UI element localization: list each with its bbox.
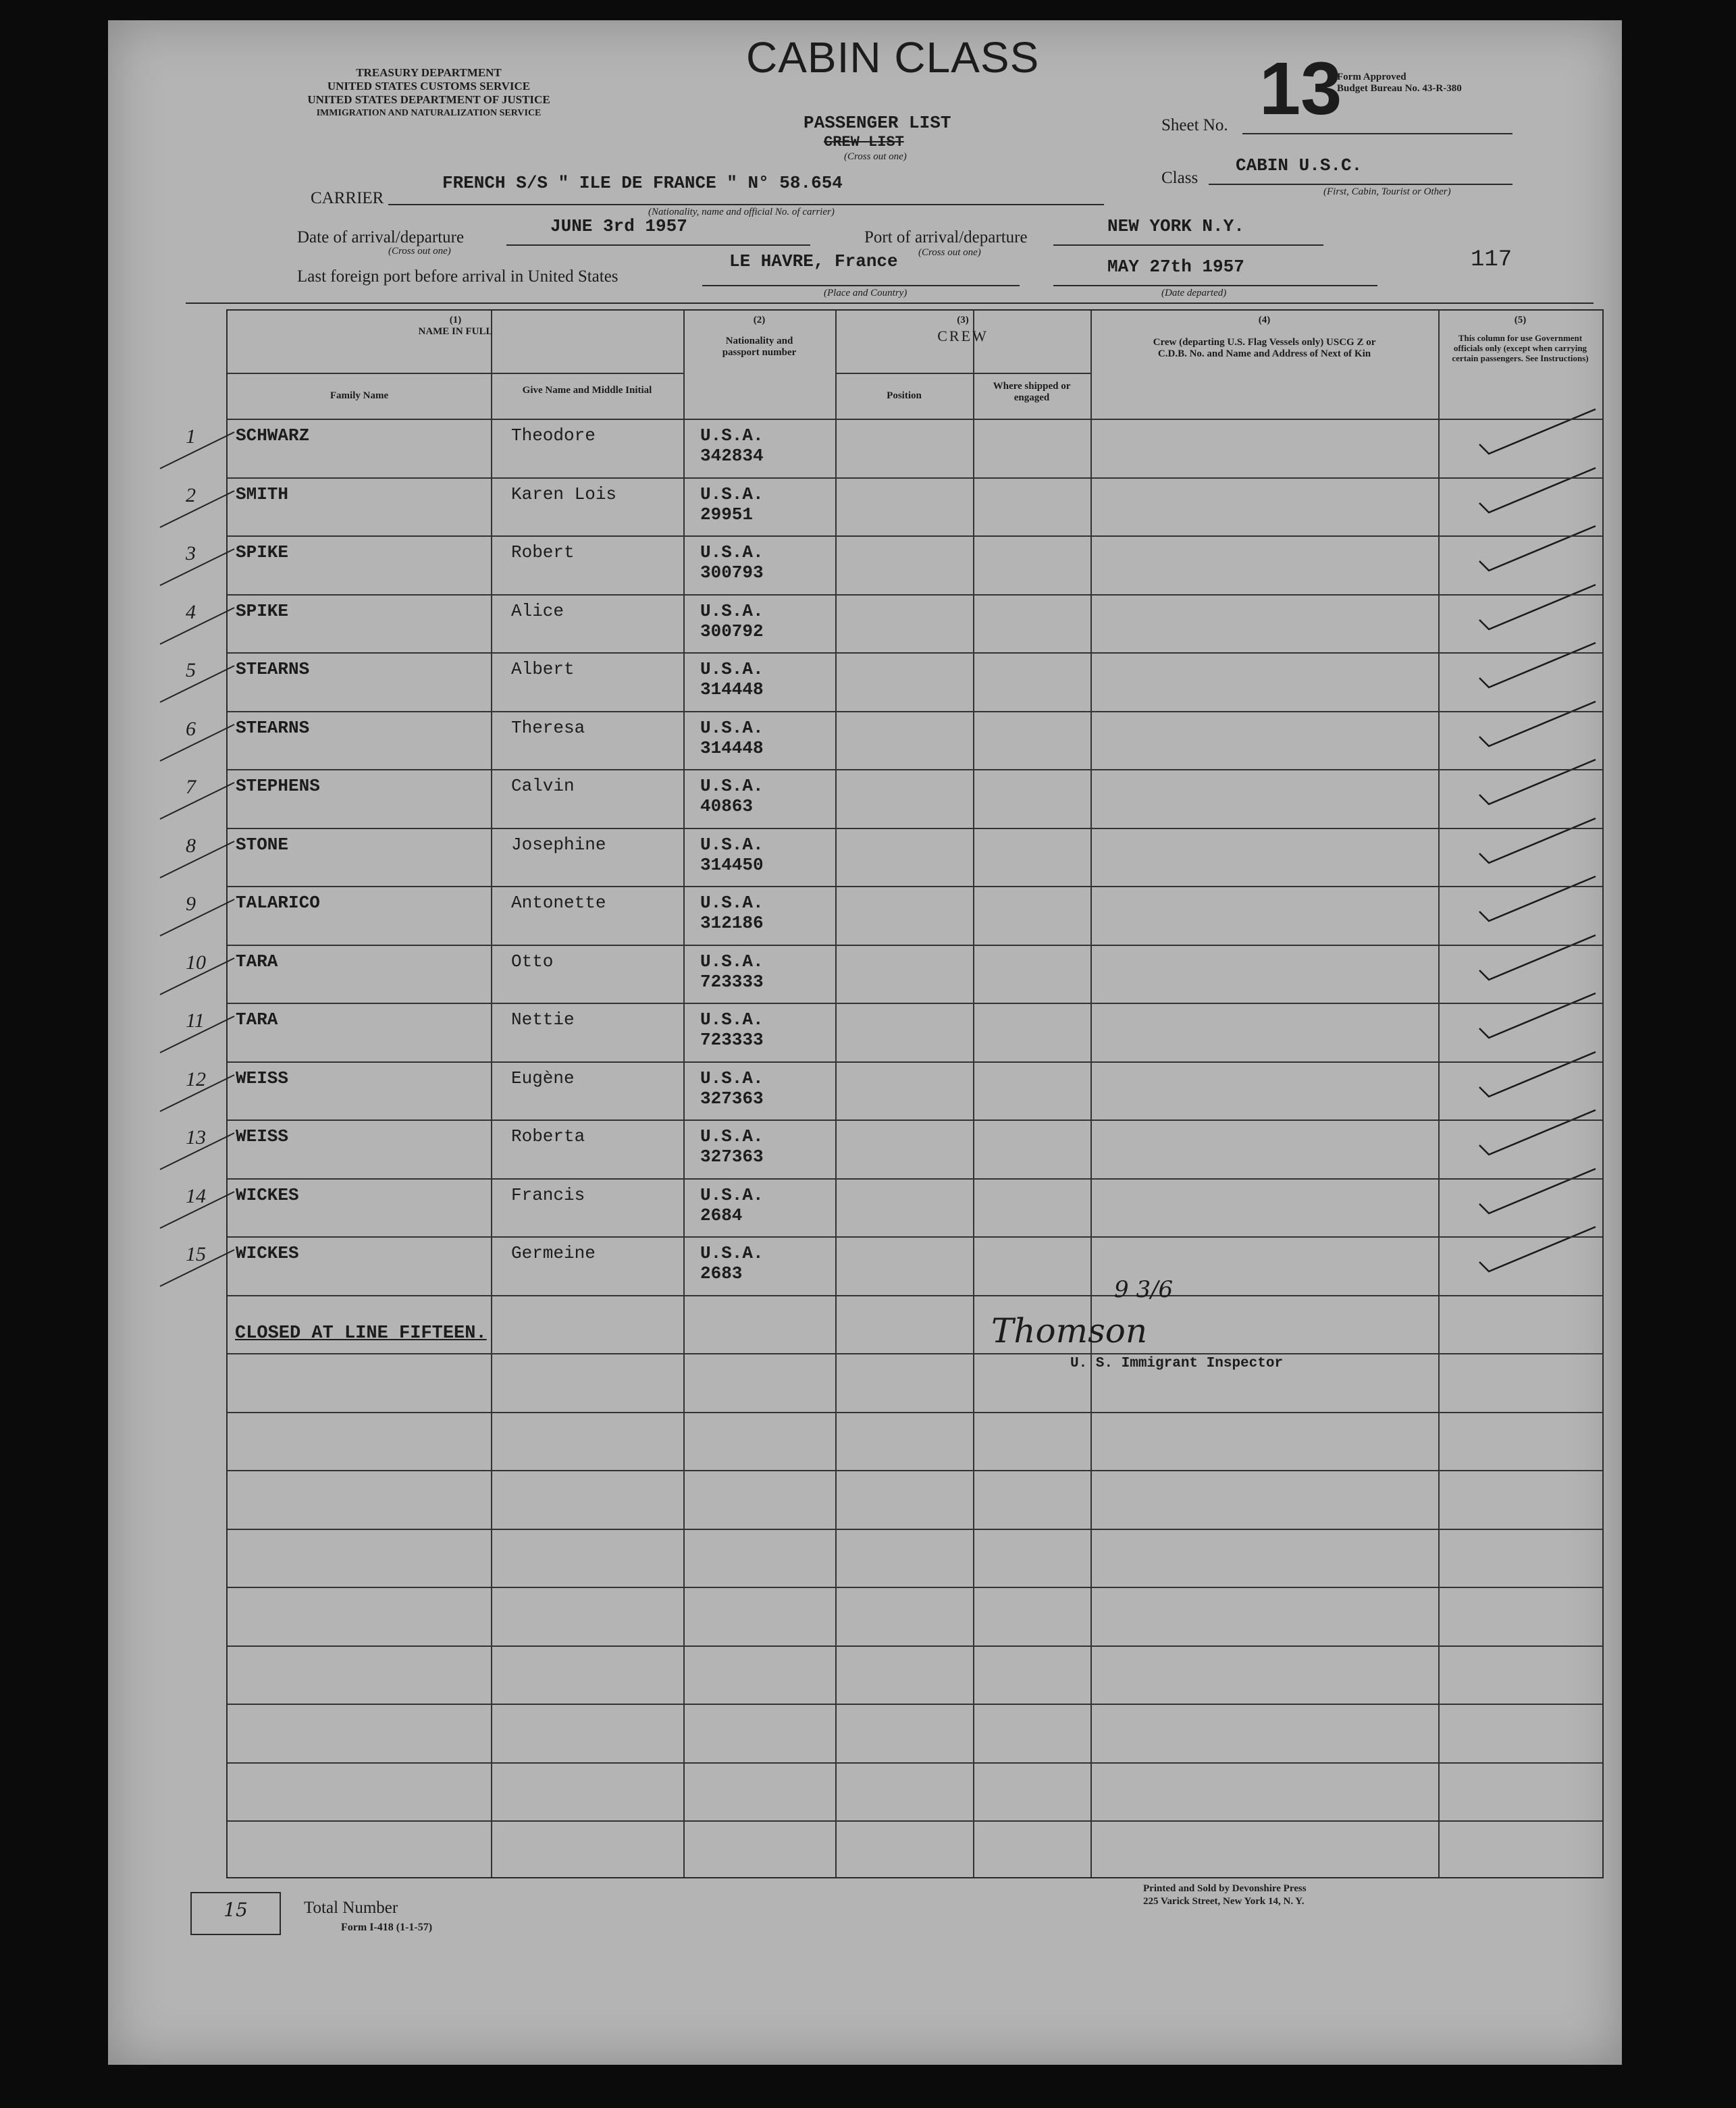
nationality: U.S.A.: [700, 659, 764, 679]
given-name: Antonette: [511, 893, 606, 913]
last-port-note: (Place and Country): [824, 288, 908, 298]
given-name: Nettie: [511, 1009, 575, 1030]
check-mark-icon: [1477, 872, 1598, 926]
passport-number: 314448: [700, 679, 764, 700]
agency-line: UNITED STATES DEPARTMENT OF JUSTICE: [307, 93, 550, 106]
table-row: [186, 886, 1602, 945]
last-port-label: Last foreign port before arrival in United States: [297, 267, 619, 286]
col3-header: [835, 315, 1090, 342]
passport-number: 327363: [700, 1088, 764, 1109]
last-port-value: LE HAVRE, France: [729, 251, 898, 271]
tally-stroke: [153, 602, 241, 650]
class-note: (First, Cabin, Tourist or Other): [1323, 186, 1451, 197]
tally-stroke: [153, 719, 241, 766]
check-mark-icon: [1477, 522, 1598, 576]
total-label: Total Number: [304, 1899, 398, 1917]
col4-num: (4): [1258, 315, 1271, 325]
passport-number: 342834: [700, 446, 764, 466]
given-name: Theodore: [511, 425, 596, 446]
row-number: 4: [186, 600, 196, 623]
given-name: Calvin: [511, 776, 575, 796]
tally-stroke: [153, 1128, 241, 1175]
agency-line: UNITED STATES CUSTOMS SERVICE: [327, 80, 531, 93]
family-name: STEARNS: [236, 717, 310, 738]
date-label: Date of arrival/departure: [297, 228, 465, 246]
nationality: U.S.A.: [700, 600, 764, 621]
col5-header: [1438, 315, 1602, 363]
check-mark-icon: [1477, 756, 1598, 810]
given-name: Robert: [511, 542, 575, 562]
agency-header: [287, 66, 571, 120]
col5-num: (5): [1514, 315, 1527, 325]
given-name: Roberta: [511, 1126, 585, 1147]
table-row: [186, 535, 1602, 594]
tally-stroke: [153, 1186, 241, 1234]
nationality: U.S.A.: [700, 1009, 764, 1030]
col4-header: [1090, 315, 1438, 360]
check-mark-icon: [1477, 1223, 1598, 1277]
form-number: Form I-418 (1-1-57): [341, 1922, 433, 1933]
passport-number: 723333: [700, 1030, 764, 1050]
col1-num: (1): [449, 315, 462, 325]
family-name: TALARICO: [236, 893, 320, 913]
given-name: Karen Lois: [511, 483, 617, 504]
table-row: [186, 594, 1602, 653]
family-name: WEISS: [236, 1068, 289, 1088]
nationality: U.S.A.: [700, 834, 764, 855]
tally-stroke: [153, 1011, 241, 1058]
printer-info: [1143, 1882, 1307, 1908]
tally-stroke: [153, 485, 241, 533]
passport-number: 300793: [700, 562, 764, 583]
tally-stroke: [153, 544, 241, 591]
passenger-table: [186, 309, 1604, 1878]
class-label: Class: [1161, 169, 1199, 187]
check-mark-icon: [1477, 697, 1598, 752]
row-number: 1: [186, 425, 196, 448]
nationality: U.S.A.: [700, 483, 764, 504]
tally-stroke: [153, 953, 241, 1000]
family-name: STEARNS: [236, 659, 310, 679]
inspector-signature: Thomson: [991, 1311, 1148, 1350]
check-mark-icon: [1477, 1106, 1598, 1160]
given-name: Eugène: [511, 1068, 575, 1088]
given-name: Theresa: [511, 717, 585, 738]
col2-header: [683, 315, 835, 359]
family-name: WEISS: [236, 1126, 289, 1147]
cross-out-note: (Cross out one): [844, 151, 907, 162]
passport-number: 2683: [700, 1263, 743, 1284]
row-number: 12: [186, 1068, 206, 1090]
nationality: U.S.A.: [700, 425, 764, 446]
check-mark-icon: [1477, 405, 1598, 459]
check-mark-icon: [1477, 464, 1598, 518]
family-name: STEPHENS: [236, 776, 320, 796]
cabin-class-stamp: CABIN CLASS: [746, 33, 1040, 82]
family-name: STONE: [236, 834, 289, 855]
row-number: 14: [186, 1184, 206, 1207]
passport-number: 327363: [700, 1147, 764, 1167]
nationality: U.S.A.: [700, 542, 764, 562]
list-title: PASSENGER LIST: [804, 113, 951, 133]
port-cross-note: (Cross out one): [918, 247, 981, 258]
family-name: TARA: [236, 951, 278, 972]
total-box: [190, 1892, 281, 1935]
crew-list-struck: CREW LIST: [824, 134, 904, 151]
inspector-initials: 9 3/6: [1114, 1276, 1174, 1303]
sheet-label: Sheet No.: [1161, 116, 1228, 134]
tally-stroke: [153, 427, 241, 474]
col1-header: [228, 315, 683, 338]
row-number: 5: [186, 659, 196, 681]
check-mark-icon: [1477, 814, 1598, 868]
family-name: WICKES: [236, 1243, 299, 1263]
departed-note: (Date departed): [1161, 288, 1227, 298]
inspector-title: U. S. Immigrant Inspector: [1070, 1356, 1284, 1371]
table-row: [186, 1178, 1602, 1237]
total-value: 15: [223, 1899, 248, 1921]
budget-bureau-text: Budget Bureau No. 43-R-380: [1337, 83, 1462, 94]
col4-title: Crew (departing U.S. Flag Vessels only) USCG Z or C.D.B. No. and Name and Address of Next of Kin: [1153, 337, 1376, 359]
col2-num: (2): [753, 315, 766, 325]
col5-title: This column for use Government officials only (except when carrying certain passengers. See Instructions): [1452, 333, 1589, 363]
where-shipped-header: Where shipped or engaged: [993, 381, 1071, 403]
carrier-note: (Nationality, name and official No. of carrier): [648, 207, 835, 217]
check-mark-icon: [1477, 639, 1598, 693]
passport-number: 300792: [700, 621, 764, 641]
passport-number: 40863: [700, 796, 754, 816]
col3-num: (3): [957, 315, 969, 325]
family-name: SCHWARZ: [236, 425, 310, 446]
given-name: Francis: [511, 1184, 585, 1205]
carrier-label: CARRIER: [311, 189, 384, 207]
row-number: 15: [186, 1243, 206, 1265]
given-name: Josephine: [511, 834, 606, 855]
table-row: [186, 1236, 1602, 1295]
family-name: SMITH: [236, 483, 289, 504]
check-mark-icon: [1477, 931, 1598, 985]
row-number: 6: [186, 717, 196, 740]
agency-line: TREASURY DEPARTMENT: [356, 66, 502, 79]
page-number: 117: [1471, 247, 1513, 273]
check-mark-icon: [1477, 1048, 1598, 1102]
nationality: U.S.A.: [700, 717, 764, 738]
col2-title: Nationality and passport number: [722, 336, 797, 358]
check-mark-icon: [1477, 1165, 1598, 1219]
table-row: [186, 652, 1602, 711]
passport-number: 312186: [700, 913, 764, 933]
row-number: 3: [186, 542, 196, 564]
nationality: U.S.A.: [700, 1126, 764, 1147]
passport-number: 314448: [700, 737, 764, 758]
family-name: WICKES: [236, 1184, 299, 1205]
row-number: 10: [186, 951, 206, 974]
tally-stroke: [153, 1070, 241, 1117]
port-value: NEW YORK N.Y.: [1107, 216, 1244, 236]
nationality: U.S.A.: [700, 951, 764, 972]
table-row: [186, 828, 1602, 887]
family-name: TARA: [236, 1009, 278, 1030]
sheet-number-large: 13: [1259, 47, 1342, 130]
departed-value: MAY 27th 1957: [1107, 257, 1244, 277]
row-number: 9: [186, 893, 196, 915]
given-name: Otto: [511, 951, 554, 972]
table-row: [186, 769, 1602, 828]
col1-title: NAME IN FULL: [418, 326, 493, 337]
row-number: 11: [186, 1009, 205, 1032]
family-name: SPIKE: [236, 542, 289, 562]
passport-number: 723333: [700, 971, 764, 992]
passport-number: 314450: [700, 854, 764, 875]
row-number: 8: [186, 834, 196, 857]
tally-stroke: [153, 1244, 241, 1292]
printer-line: Printed and Sold by Devonshire Press: [1143, 1883, 1307, 1894]
nationality: U.S.A.: [700, 1068, 764, 1088]
row-number: 2: [186, 483, 196, 506]
date-value: JUNE 3rd 1957: [550, 216, 687, 236]
table-row: [186, 711, 1602, 770]
nationality: U.S.A.: [700, 776, 764, 796]
passport-number: 2684: [700, 1205, 743, 1226]
nationality: U.S.A.: [700, 1243, 764, 1263]
printer-line: 225 Varick Street, New York 14, N. Y.: [1143, 1896, 1305, 1907]
table-row: [186, 1119, 1602, 1178]
given-name: Albert: [511, 659, 575, 679]
row-number: 7: [186, 776, 196, 798]
table-row: [186, 945, 1602, 1003]
nationality: U.S.A.: [700, 1184, 764, 1205]
family-name-header: Family Name: [330, 390, 389, 401]
passport-number: 29951: [700, 504, 754, 525]
tally-stroke: [153, 660, 241, 708]
class-value: CABIN U.S.C.: [1236, 155, 1363, 176]
table-row: [186, 1003, 1602, 1061]
given-name: Alice: [511, 600, 564, 621]
row-number: 13: [186, 1126, 206, 1149]
form-approved: [1337, 72, 1462, 95]
nationality: U.S.A.: [700, 893, 764, 913]
carrier-value: FRENCH S/S " ILE DE FRANCE " N° 58.654: [442, 173, 843, 193]
table-row: [186, 419, 1602, 477]
closed-at-line: CLOSED AT LINE FIFTEEN.: [235, 1323, 487, 1344]
agency-line: IMMIGRATION AND NATURALIZATION SERVICE: [316, 108, 542, 118]
check-mark-icon: [1477, 989, 1598, 1043]
given-name-header: Give Name and Middle Initial: [522, 385, 652, 396]
tally-stroke: [153, 777, 241, 824]
col3-title: CREW: [937, 327, 989, 344]
tally-stroke: [153, 836, 241, 883]
check-mark-icon: [1477, 581, 1598, 635]
form-approved-text: Form Approved: [1337, 72, 1406, 82]
table-row: [186, 1061, 1602, 1120]
given-name: Germeine: [511, 1243, 596, 1263]
date-cross-note: (Cross out one): [388, 246, 451, 257]
family-name: SPIKE: [236, 600, 289, 621]
port-label: Port of arrival/departure: [864, 228, 1028, 246]
tally-stroke: [153, 894, 241, 941]
position-header: Position: [887, 390, 922, 401]
table-row: [186, 477, 1602, 536]
